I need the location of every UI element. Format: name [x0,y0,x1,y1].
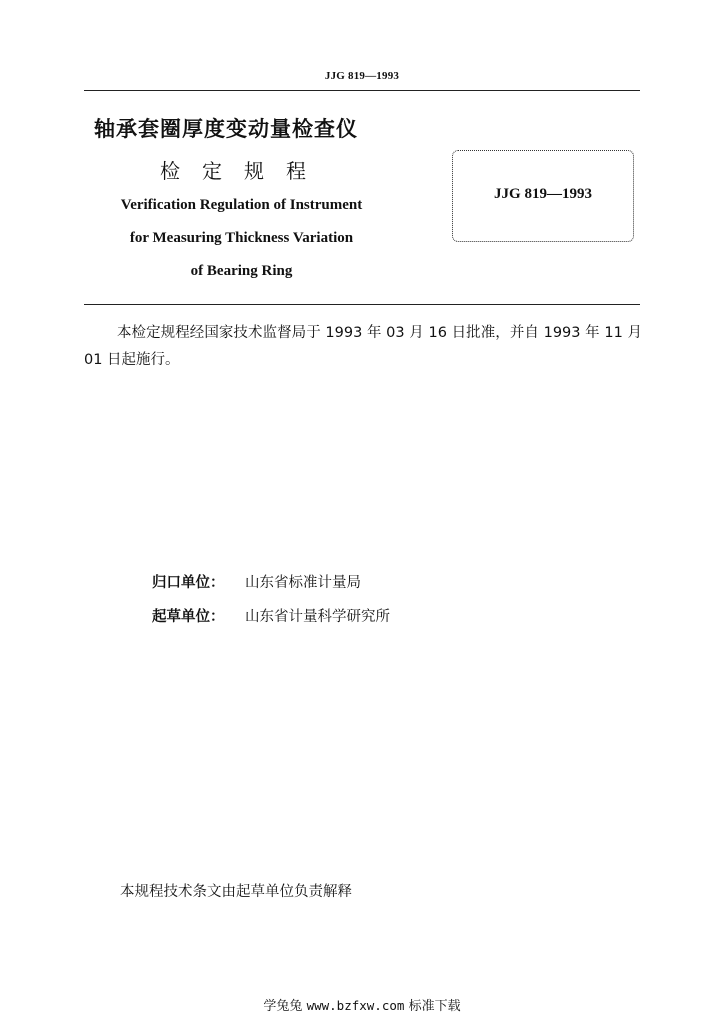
document-title-english-line-3: of Bearing Ring [190,263,293,279]
responsible-unit-row [152,571,361,592]
drafting-unit-label: 起草单位： [152,609,225,625]
document-subtitle-chinese: 检定规程 [160,159,328,183]
top-rule [84,90,640,91]
footer-url[interactable]: www.bzfxw.com [306,998,405,1013]
footer [0,995,724,1014]
approval-statement: 本检定规程经国家技术监督局于 1993 年 03 月 16 日批准，并自 1993 年 11 月 01 日起施行。 [84,325,642,368]
drafting-unit-row [152,605,390,626]
document-title-english-line-2: for Measuring Thickness Variation [129,230,354,246]
responsible-unit-value: 山东省标准计量局 [245,575,361,591]
responsible-unit-label: 归口单位： [152,575,225,591]
drafting-unit-value: 山东省计量科学研究所 [245,609,390,625]
footer-prefix: 学兔兔 [263,999,303,1014]
standard-code: JJG 819—1993 [494,186,592,202]
footer-suffix: 标准下载 [408,999,461,1014]
interpretation-note: 本规程技术条文由起草单位负责解释 [120,884,352,900]
middle-rule [84,304,640,305]
document-title-english-line-1: Verification Regulation of Instrument [120,197,363,213]
running-head: JJG 819—1993 [324,70,400,82]
document-title-chinese: 轴承套圈厚度变动量检查仪 [94,117,358,141]
